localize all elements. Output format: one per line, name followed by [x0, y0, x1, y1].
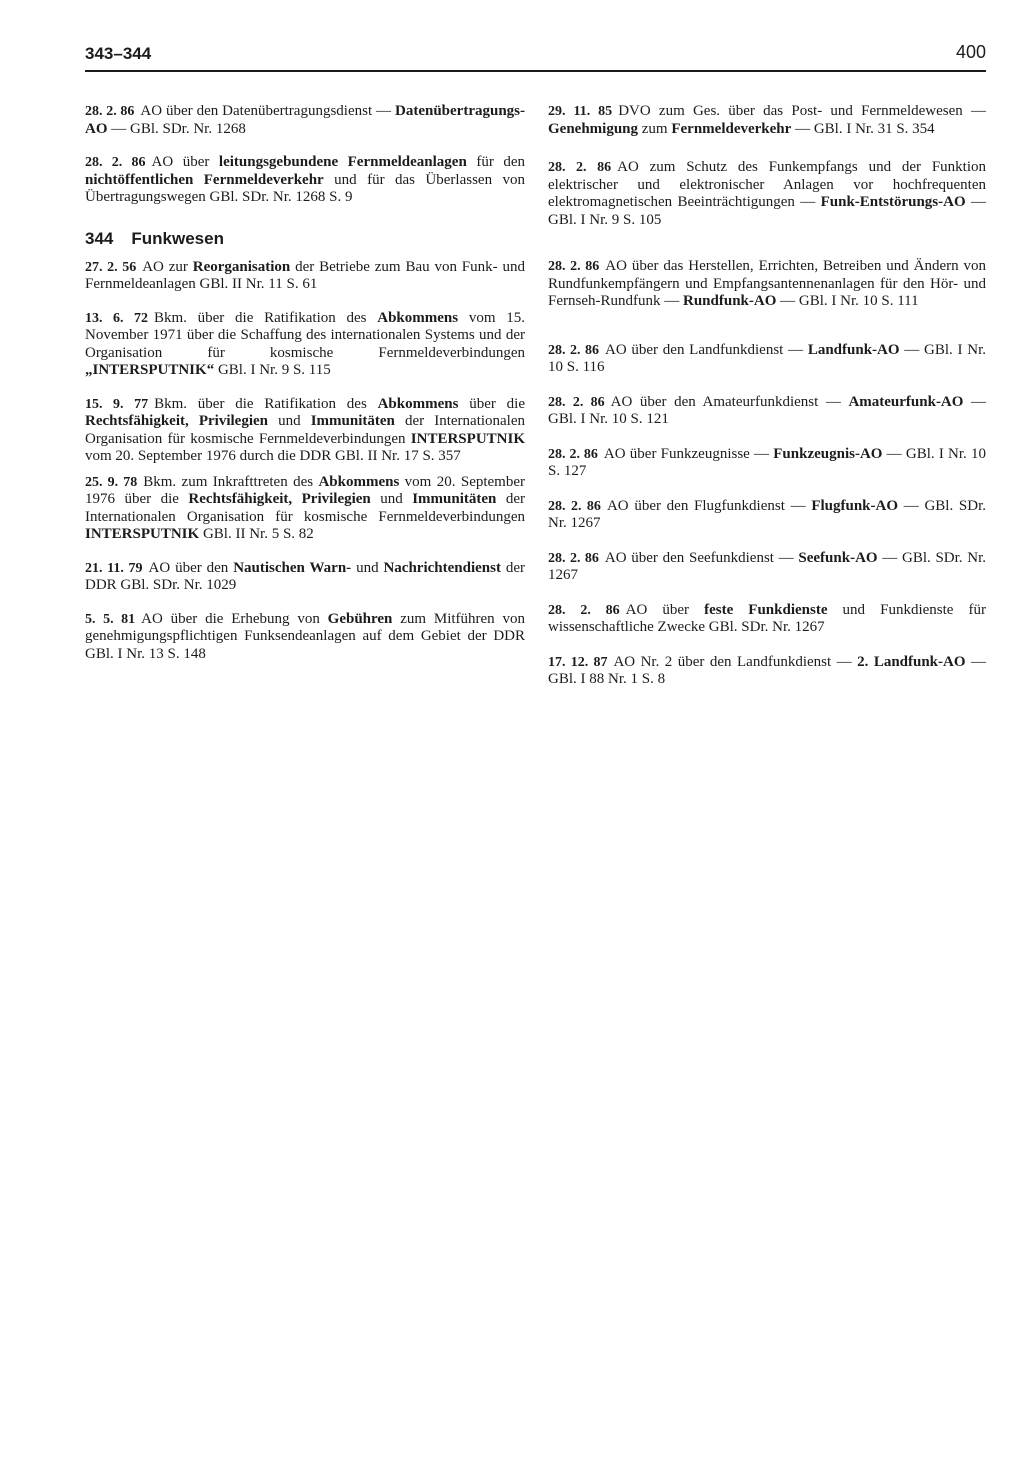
citation-text: GBl. II Nr. 5 S. 82 [199, 526, 314, 542]
citation-date: 28. 2. 86 [548, 498, 601, 514]
citation-text: vom 20. September 1976 über die [85, 473, 525, 507]
citation-text: Bkm. über die Ratifikation des [154, 395, 378, 412]
citation-keyword: 2. Landfunk-AO [857, 653, 966, 670]
citation-date: 15. 9. 77 [85, 396, 149, 412]
citation-keyword: Genehmigung [548, 120, 639, 137]
page-number: 400 [955, 42, 986, 62]
section-title: Funkwesen [131, 228, 224, 248]
citation-keyword: INTERSPUTNIK [410, 430, 525, 447]
citation-date: 28. 2. 86 [548, 550, 599, 566]
citation-date: 28. 2. 86 [85, 104, 135, 119]
citation-keyword: Abkommens [377, 309, 459, 326]
citation-date: 28. 2. 86 [548, 446, 598, 462]
citation-date: 13. 6. 72 [85, 310, 148, 326]
citation-text: zum [638, 120, 672, 137]
citation-text: und [370, 491, 413, 507]
citation-entry [85, 310, 525, 380]
citation-text: — GBl. I 88 Nr. 1 S. 8 [548, 653, 986, 687]
citation-text: der DDR GBl. SDr. Nr. 1029 [85, 559, 526, 593]
citation-text: über die [458, 395, 525, 412]
citation-text: AO über den Datenübertragungsdienst — [140, 103, 395, 119]
citation-keyword: Rechtsfähigkeit, Privilegien [188, 491, 371, 507]
citation-text: — GBl. I Nr. 31 S. 354 [791, 120, 935, 137]
citation-date: 28. 2. 86 [548, 342, 599, 358]
citation-keyword: Nachrichtendienst [383, 559, 501, 576]
citation-keyword: Funkzeugnis-AO [773, 445, 883, 462]
citation-keyword: Funk-Entstörungs-AO [820, 194, 966, 210]
citation-date: 27. 2. 56 [85, 259, 137, 275]
citation-text: AO über den Flugfunkdienst — [606, 497, 812, 514]
citation-text: und [351, 559, 384, 576]
citation-date: 5. 5. 81 [85, 611, 136, 627]
citation-text: AO über den Seefunkdienst — [604, 549, 799, 566]
citation-keyword: Datenübertragungs-AO [85, 103, 525, 137]
citation-keyword: Amateurfunk-AO [848, 393, 964, 410]
citation-text: AO über die Erhebung von [141, 610, 328, 627]
citation-text: Bkm. zum Inkrafttreten des [143, 473, 319, 490]
citation-text: und für das Überlassen von Übertragungswegen GBl. SDr. Nr. 1268 S. 9 [85, 171, 525, 205]
citation-entry [85, 560, 525, 595]
citation-text: AO über das Herstellen, Errichten, Betreiben und Ändern von Rundfunkempfängern und Empfangsantennenanlagen für den Hör- und Fernseh-Rundfunk — [548, 258, 986, 309]
citation-text: — GBl. SDr. Nr. 1268 [107, 120, 246, 137]
citation-date: 28. 2. 86 [548, 259, 600, 274]
citation-entry [548, 550, 986, 585]
citation-keyword: Immunitäten [412, 491, 497, 507]
citation-text: AO über Funkzeugnisse — [603, 445, 774, 462]
citation-keyword: Abkommens [318, 473, 400, 490]
citation-entry [85, 103, 525, 138]
citation-date: 25. 9. 78 [85, 474, 138, 490]
citation-keyword: feste Funkdienste [704, 601, 828, 618]
citation-date: 28. 2. 86 [548, 602, 620, 618]
citation-text: vom 20. September 1976 durch die DDR GBl. II Nr. 17 S. 357 [85, 448, 461, 464]
citation-keyword: nichtöffentlichen Fernmeldeverkehr [85, 171, 324, 188]
citation-text: für den [466, 154, 525, 170]
citation-keyword: INTERSPUTNIK [85, 526, 200, 542]
citation-text: vom 15. November 1971 über die Schaffung des internationalen Systems und der Organisation für kosmische Fernmeldeverbindungen [85, 309, 525, 361]
citation-text: — GBl. I Nr. 9 S. 105 [548, 194, 986, 228]
citation-entry [85, 474, 525, 544]
citation-text: der Betriebe zum Bau von Funk- und Fernmeldeanlagen GBl. II Nr. 11 S. 61 [85, 258, 526, 292]
citation-keyword: Immunitäten [310, 413, 395, 429]
citation-entry [548, 498, 986, 533]
citation-entry [548, 446, 986, 481]
citation-text: — GBl. SDr. Nr. 1267 [548, 549, 986, 583]
citation-text: Bkm. über die Ratifikation des [153, 309, 378, 326]
citation-text: zum Mitführen von genehmigungspflichtigen Funksendeanlagen auf dem Gebiet der DDR GBl. I Nr. 13 S. 148 [85, 610, 525, 662]
citation-text: und [268, 413, 311, 429]
citation-keyword: leitungsgebundene Fernmeldeanlagen [218, 154, 467, 170]
citation-text: AO zur [142, 258, 193, 275]
citation-keyword: Rundfunk-AO [683, 293, 777, 309]
citation-text: und Funkdienste für wissenschaftliche Zwecke GBl. SDr. Nr. 1267 [548, 601, 986, 635]
citation-keyword: Fernmeldeverkehr [671, 120, 792, 137]
citation-keyword: Rechtsfähigkeit, Privilegien [85, 413, 268, 429]
citation-keyword: Flugfunk-AO [811, 497, 899, 514]
citation-text: — GBl. I Nr. 10 S. 121 [548, 393, 987, 427]
citation-keyword: Abkommens [377, 395, 459, 412]
citation-entry [85, 396, 525, 466]
citation-text: DVO zum Ges. über das Post- und Fernmeldewesen — [618, 103, 986, 119]
section-number: 344 [85, 228, 114, 248]
page-header [85, 42, 986, 72]
citation-text: AO über den Landfunkdienst — [604, 341, 808, 358]
citation-text: AO zum Schutz des Funkempfangs und der Funktion elektrischer und elektronischer Anlagen vor hochfrequenten elektromagnetischen Beeinträchtigungen — [548, 159, 986, 210]
citation-keyword: Nautischen Warn- [233, 559, 352, 576]
right-column [548, 103, 986, 689]
citation-text: der Internationalen Organisation für kosmische Fernmeldeverbindungen [85, 491, 526, 525]
citation-keyword: Reorganisation [192, 258, 291, 275]
citation-entry [548, 602, 986, 637]
citation-date: 17. 12. 87 [548, 654, 608, 670]
citation-date: 28. 2. 86 [85, 155, 146, 170]
citation-text: — GBl. SDr. Nr. 1267 [548, 497, 987, 531]
citation-text: der Internationalen Organisation für kosmische Fernmeldeverbindungen [85, 413, 526, 447]
citation-entry [548, 159, 986, 229]
citation-date: 29. 11. 85 [548, 104, 613, 119]
citation-keyword: „INTERSPUTNIK“ [85, 362, 215, 378]
left-column [85, 103, 525, 663]
citation-text: AO über [151, 154, 219, 170]
citation-entry [85, 611, 525, 664]
citation-entry [85, 154, 525, 207]
citation-date: 28. 2. 86 [548, 394, 605, 410]
left-bottom-entries [85, 259, 525, 664]
citation-keyword: Seefunk-AO [798, 549, 878, 566]
right-entries [548, 103, 986, 689]
citation-text: — GBl. I Nr. 10 S. 127 [548, 445, 987, 479]
citation-text: GBl. I Nr. 9 S. 115 [214, 362, 331, 378]
citation-keyword: Gebühren [327, 610, 393, 627]
citation-entry [85, 259, 525, 294]
citation-entry [548, 103, 986, 138]
citation-entry [548, 654, 986, 689]
section-heading [85, 229, 525, 249]
citation-date: 28. 2. 86 [548, 160, 612, 175]
citation-text: AO über den [148, 559, 234, 576]
citation-text: AO über [625, 601, 705, 618]
citation-text: AO über den Amateurfunkdienst — [610, 393, 849, 410]
left-top-entries [85, 103, 525, 207]
citation-text: AO Nr. 2 über den Landfunkdienst — [613, 653, 858, 670]
citation-entry [548, 342, 986, 377]
citation-text: — GBl. I Nr. 10 S. 111 [776, 293, 919, 309]
citation-keyword: Landfunk-AO [807, 341, 900, 358]
citation-entry [548, 258, 986, 311]
section-range: 343–344 [85, 44, 152, 63]
citation-date: 21. 11. 79 [85, 560, 143, 576]
citation-entry [548, 394, 986, 429]
citation-text: — GBl. I Nr. 10 S. 116 [548, 341, 987, 375]
